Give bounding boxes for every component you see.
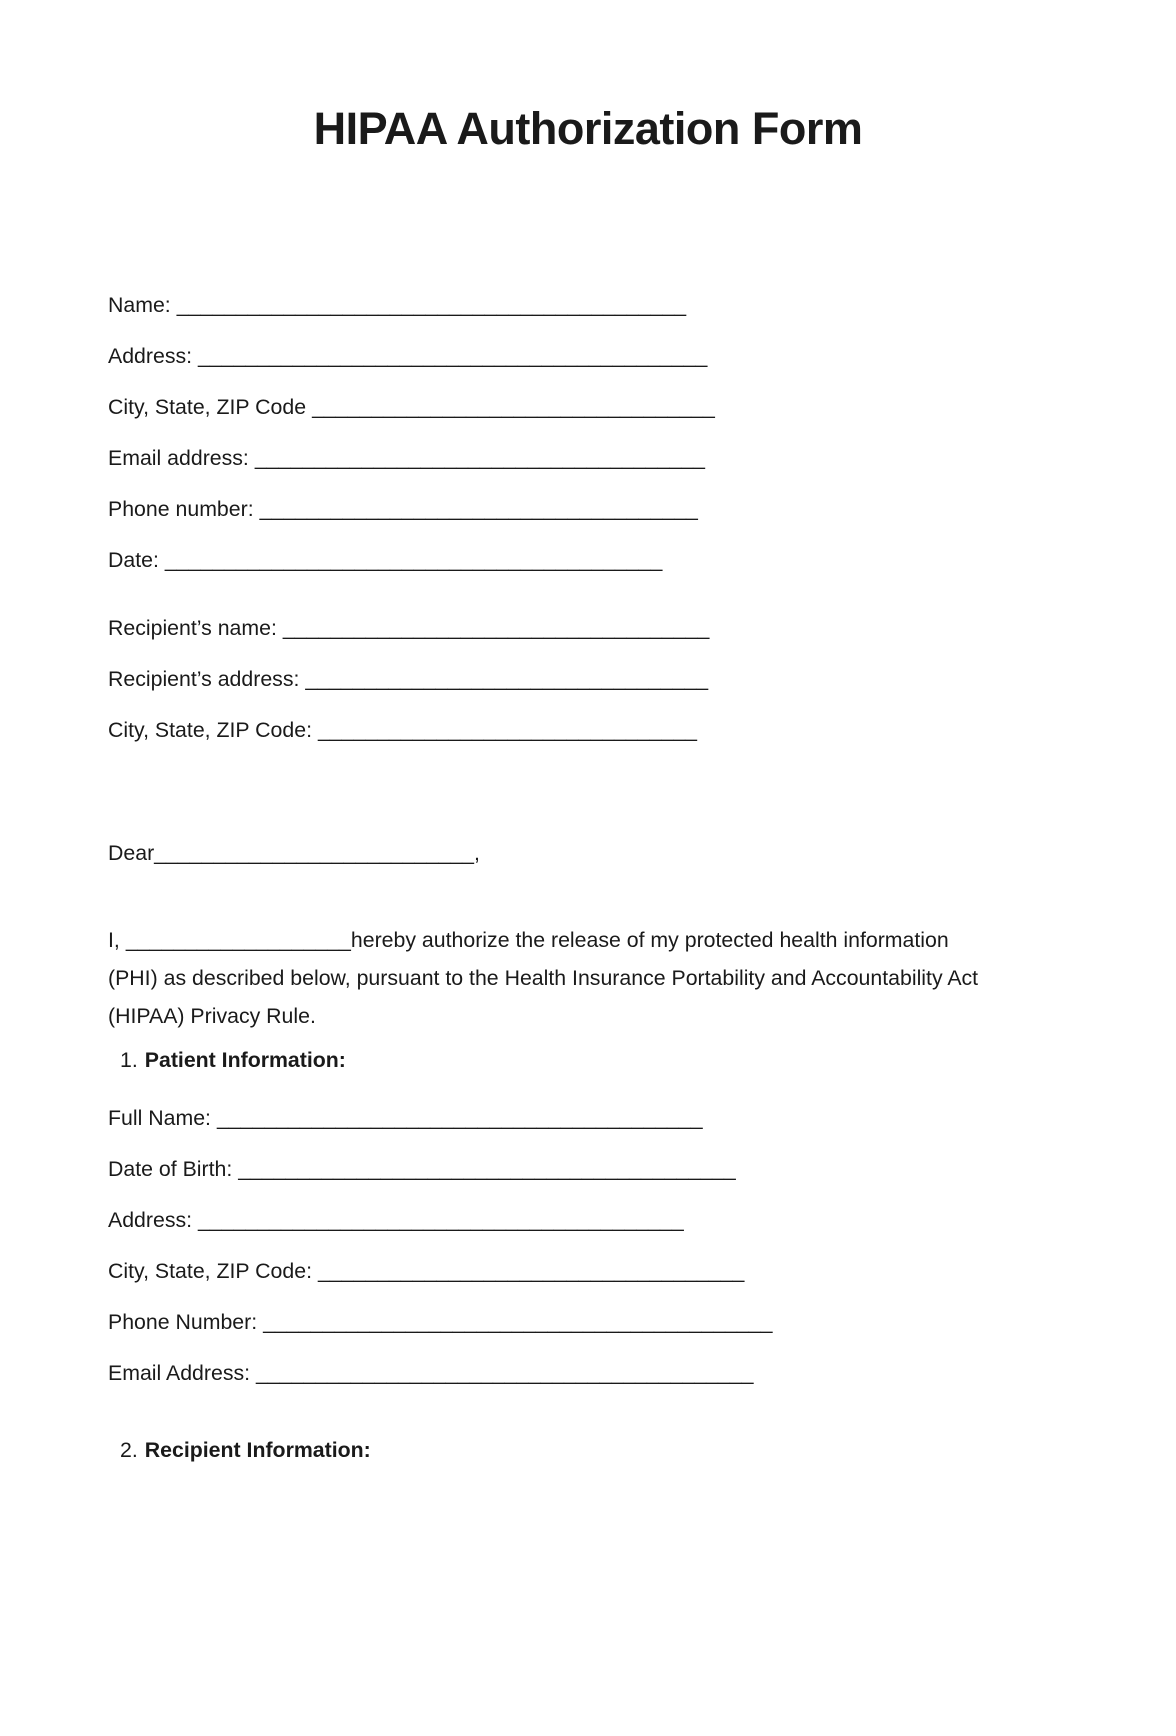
field-row-patient-address [108, 1207, 1048, 1233]
field-row-email [108, 445, 1048, 471]
field-row-city-state-zip [108, 394, 1048, 420]
section-title-recipient-information: Recipient Information: [144, 1438, 371, 1462]
field-row-recipient-address [108, 666, 1048, 692]
authorization-lead: I, [108, 928, 120, 952]
city-state-zip-blank-line: __________________________________ [312, 395, 715, 419]
recipient-name-blank-line: ____________________________________ [282, 616, 710, 640]
field-row-phone [108, 496, 1048, 522]
patient-info-block [108, 1105, 1048, 1386]
field-row-address [108, 343, 1048, 369]
authorization-line-3: (HIPAA) Privacy Rule. [108, 1004, 316, 1028]
document-body [108, 292, 1048, 1463]
phone-blank-line: _____________________________________ [259, 497, 698, 521]
authorization-blank-line: ___________________ [125, 928, 351, 952]
patient-address-blank-line: _________________________________________ [198, 1208, 684, 1232]
field-row-patient-full-name [108, 1105, 1048, 1131]
patient-dob-blank-line: __________________________________________ [238, 1157, 736, 1181]
field-row-patient-city-state-zip [108, 1258, 1048, 1284]
field-row-recipient-name [108, 615, 1048, 641]
phone-label: Phone number: [108, 497, 254, 521]
date-blank-line: __________________________________________ [164, 548, 663, 572]
salutation-blank-line: ___________________________ [154, 841, 474, 865]
patient-city-state-zip-label: City, State, ZIP Code: [108, 1259, 312, 1283]
address-blank-line: ___________________________________________ [198, 344, 708, 368]
section-heading-patient-information [108, 1047, 1048, 1073]
patient-full-name-label: Full Name: [108, 1106, 211, 1130]
section-number-2: 2. [120, 1438, 138, 1462]
city-state-zip-label: City, State, ZIP Code [108, 395, 307, 419]
address-label: Address: [108, 344, 193, 368]
field-row-name [108, 292, 1048, 318]
patient-email-blank-line: __________________________________________ [256, 1361, 754, 1385]
authorization-line-2: (PHI) as described below, pursuant to the Health Insurance Portability and Accountability Act [108, 966, 979, 990]
section-number-1: 1. [120, 1048, 138, 1072]
patient-email-label: Email Address: [108, 1361, 251, 1385]
patient-city-state-zip-blank-line: ____________________________________ [317, 1259, 745, 1283]
authorization-line-1 [108, 921, 1048, 959]
field-row-patient-phone [108, 1309, 1048, 1335]
section-title-patient-information: Patient Information: [144, 1048, 346, 1072]
date-label: Date: [108, 548, 159, 572]
recipient-address-blank-line: __________________________________ [305, 667, 709, 691]
salutation-line [108, 840, 1048, 866]
authorization-paragraph [108, 921, 1048, 1035]
recipient-city-state-zip-blank-line: ________________________________ [317, 718, 698, 742]
field-row-patient-dob [108, 1156, 1048, 1182]
page-header [0, 103, 1176, 154]
section-heading-recipient-information [108, 1437, 1048, 1463]
salutation-prefix: Dear [108, 841, 155, 865]
recipient-name-label: Recipient’s name: [108, 616, 277, 640]
authorization-line-1-text: hereby authorize the release of my protected health information [350, 928, 949, 952]
patient-phone-blank-line: ___________________________________________ [263, 1310, 773, 1334]
field-row-patient-email [108, 1360, 1048, 1386]
field-row-recipient-city-state-zip [108, 717, 1048, 743]
email-label: Email address: [108, 446, 249, 470]
name-label: Name: [108, 293, 171, 317]
name-blank-line: ___________________________________________ [176, 293, 687, 317]
sender-info-block [108, 292, 1048, 573]
patient-address-label: Address: [108, 1208, 193, 1232]
email-blank-line: ______________________________________ [254, 446, 705, 470]
salutation-comma: , [473, 841, 480, 865]
field-row-date [108, 547, 1048, 573]
recipient-info-block [108, 615, 1048, 743]
recipient-address-label: Recipient’s address: [108, 667, 300, 691]
form-title: HIPAA Authorization Form [313, 103, 863, 154]
recipient-city-state-zip-label: City, State, ZIP Code: [108, 718, 312, 742]
patient-phone-label: Phone Number: [108, 1310, 258, 1334]
patient-full-name-blank-line: _________________________________________ [216, 1106, 703, 1130]
patient-dob-label: Date of Birth: [108, 1157, 233, 1181]
